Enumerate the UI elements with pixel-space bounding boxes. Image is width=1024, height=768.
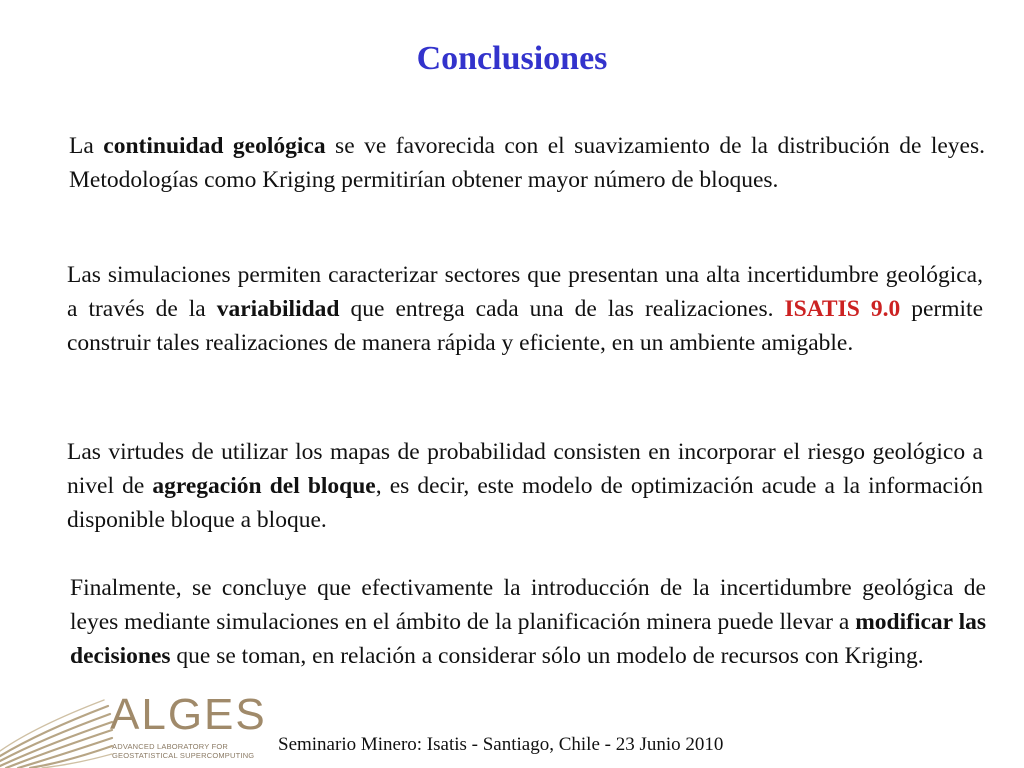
logo-subtitle-line: ADVANCED LABORATORY FOR	[112, 742, 229, 751]
bold-term: continuidad geológica	[103, 133, 326, 159]
logo-subtitle-line: GEOSTATISTICAL SUPERCOMPUTING	[112, 751, 255, 760]
text-span: La	[69, 133, 104, 159]
text-span: que se toman, en relación a considerar sólo un modelo de recursos con Kriging.	[170, 642, 924, 669]
paragraph-simulaciones	[67, 259, 983, 360]
bold-term: modificar las decisiones	[70, 608, 987, 669]
logo-subtitle	[112, 742, 254, 760]
text-span: Finalmente, se concluye que efectivamente la introducción de la incertidumbre geológica de leyes mediante simulaciones en el ámbito de la planificación minera puede llevar a	[70, 575, 986, 635]
text-span: que entrega cada una de las realizaciones.	[339, 295, 785, 322]
paragraph-continuidad	[69, 130, 985, 198]
text-span: , es decir, este modelo de optimización acude a la información disponible bloque a bloque.	[67, 472, 983, 533]
logo-wordmark: ALGES	[110, 690, 267, 739]
slide-title: Conclusiones	[416, 40, 608, 77]
text-span: permite construir tales realizaciones de manera rápida y eficiente, en un ambiente amigable.	[67, 295, 984, 356]
paragraph-virtudes	[67, 436, 983, 537]
bold-term: agregación del bloque	[152, 472, 376, 499]
highlight-term: ISATIS 9.0	[784, 295, 901, 322]
text-span: se ve favorecida con el suavizamiento de la distribución de leyes. Metodologías como Kriging permitirían obtener mayor número de bloques.	[69, 133, 986, 193]
text-span: Las virtudes de utilizar los mapas de probabilidad consisten en incorporar el riesgo geológico a nivel de	[67, 439, 983, 499]
footer-text: Seminario Minero: Isatis - Santiago, Chile - 23 Junio 2010	[278, 734, 724, 755]
paragraph-finalmente	[70, 572, 986, 673]
bold-term: variabilidad	[216, 295, 340, 322]
text-span: Las simulaciones permiten caracterizar sectores que presentan una alta incertidumbre geológica, a través de la	[67, 262, 983, 322]
